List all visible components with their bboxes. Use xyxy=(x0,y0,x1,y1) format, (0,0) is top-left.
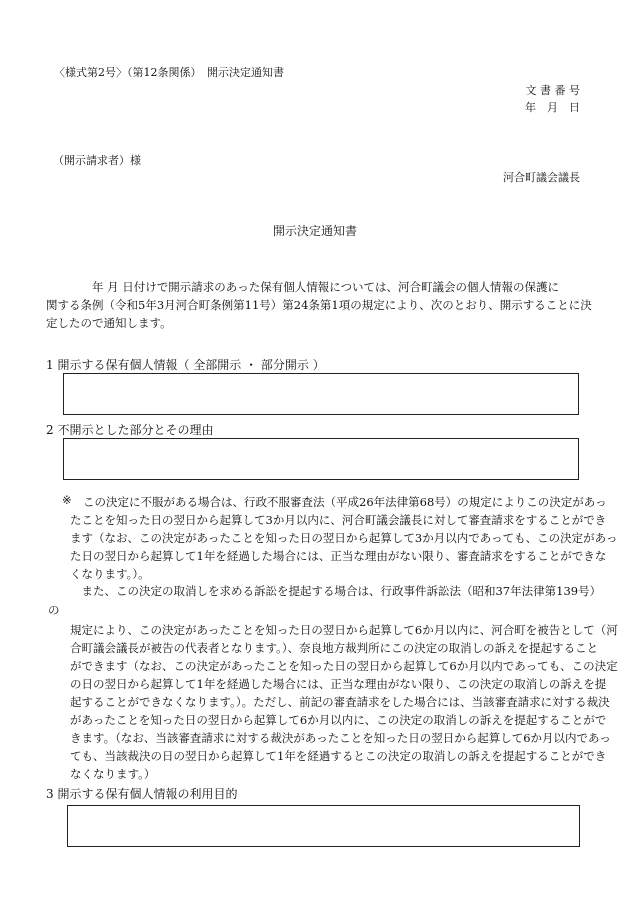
section3-label: 3 開示する保有個人情報の利用目的 xyxy=(46,787,238,801)
note-line: ます（なお、この決定があったことを知った日の翌日から起算して3か月以内であっても、この決定があっ xyxy=(70,531,618,545)
section1-field[interactable] xyxy=(63,373,579,415)
note-line: の xyxy=(48,603,60,617)
note-line: また、この決定の取消しを求める訴訟を提起する場合は、行政事件訴訟法（昭和37年法律第139号） xyxy=(70,584,602,598)
note-line: た日の翌日から起算して1年を経過した場合には、正当な理由がない限り、審査請求をすることができな xyxy=(70,549,607,563)
intro-line: 関する条例（令和5年3月河合町条例第11号）第24条第1項の規定により、次のとおり、開示することに決 xyxy=(46,298,592,312)
note-line: なくなります。） xyxy=(70,767,156,781)
note-line: きます。（なお、当該審査請求に対する裁決があったことを知った日の翌日から起算して6か月以内であっ xyxy=(70,731,611,745)
section3-field[interactable] xyxy=(67,805,580,847)
note-line: くなります。）。 xyxy=(70,567,150,581)
intro-paragraph xyxy=(46,278,592,332)
note-line: ができます（なお、この決定があったことを知った日の翌日から起算して6か月以内であっても、この決定 xyxy=(70,659,618,673)
note-line: ても、当該裁決の日の翌日から起算して1年を経過するとこの決定の取消しの訴えを提起することができ xyxy=(70,749,607,763)
note-line: 合町議会議長が被告の代表者となります。）、奈良地方裁判所にこの決定の取消しの訴えを提起すること xyxy=(70,641,599,655)
sender: 河合町議会議長 xyxy=(503,171,580,184)
intro-line: 年 月 日付けで開示請求のあった保有個人情報については、河合町議会の個人情報の保護に xyxy=(46,280,559,294)
note-line: この決定に不服がある場合は、行政不服審査法（平成26年法律第68号）の規定によりこの決定があっ xyxy=(83,495,607,509)
section2-label: 2 不開示とした部分とその理由 xyxy=(46,423,214,437)
document-date: 年 月 日 xyxy=(525,101,580,114)
note-line: があったことを知った日の翌日から起算して6か月以内に、この決定の取消しの訴えを提起することがで xyxy=(70,713,607,727)
notes-paragraph-2 xyxy=(70,621,618,783)
note-line: たことを知った日の翌日から起算して3か月以内に、河合町議会議長に対して審査請求をすることができ xyxy=(70,513,607,527)
note-line: の日の翌日から起算して1年を経過した場合には、正当な理由がない限り、この決定の取消しの訴えを提 xyxy=(70,677,607,691)
addressee: （開示請求者）様 xyxy=(53,154,141,167)
intro-line: 定したので通知します。 xyxy=(46,316,172,330)
note-mark: ※ xyxy=(62,493,72,507)
form-label: 〈様式第2号〉（第12条関係） 開示決定通知書 xyxy=(54,66,284,79)
notes-paragraph-1 xyxy=(70,493,617,583)
note-line: 起することができなくなります。）。ただし、前記の審査請求をした場合には、当該審査請求に対する裁決 xyxy=(70,695,610,709)
section1-label: 1 開示する保有個人情報（ 全部開示 ・ 部分開示 ） xyxy=(46,358,325,372)
note-line: 規定により、この決定があったことを知った日の翌日から起算して6か月以内に、河合町を被告として（河 xyxy=(70,623,618,637)
section2-field[interactable] xyxy=(63,438,579,480)
page-title: 開示決定通知書 xyxy=(272,224,357,238)
document-number: 文 書 番 号 xyxy=(525,84,580,97)
